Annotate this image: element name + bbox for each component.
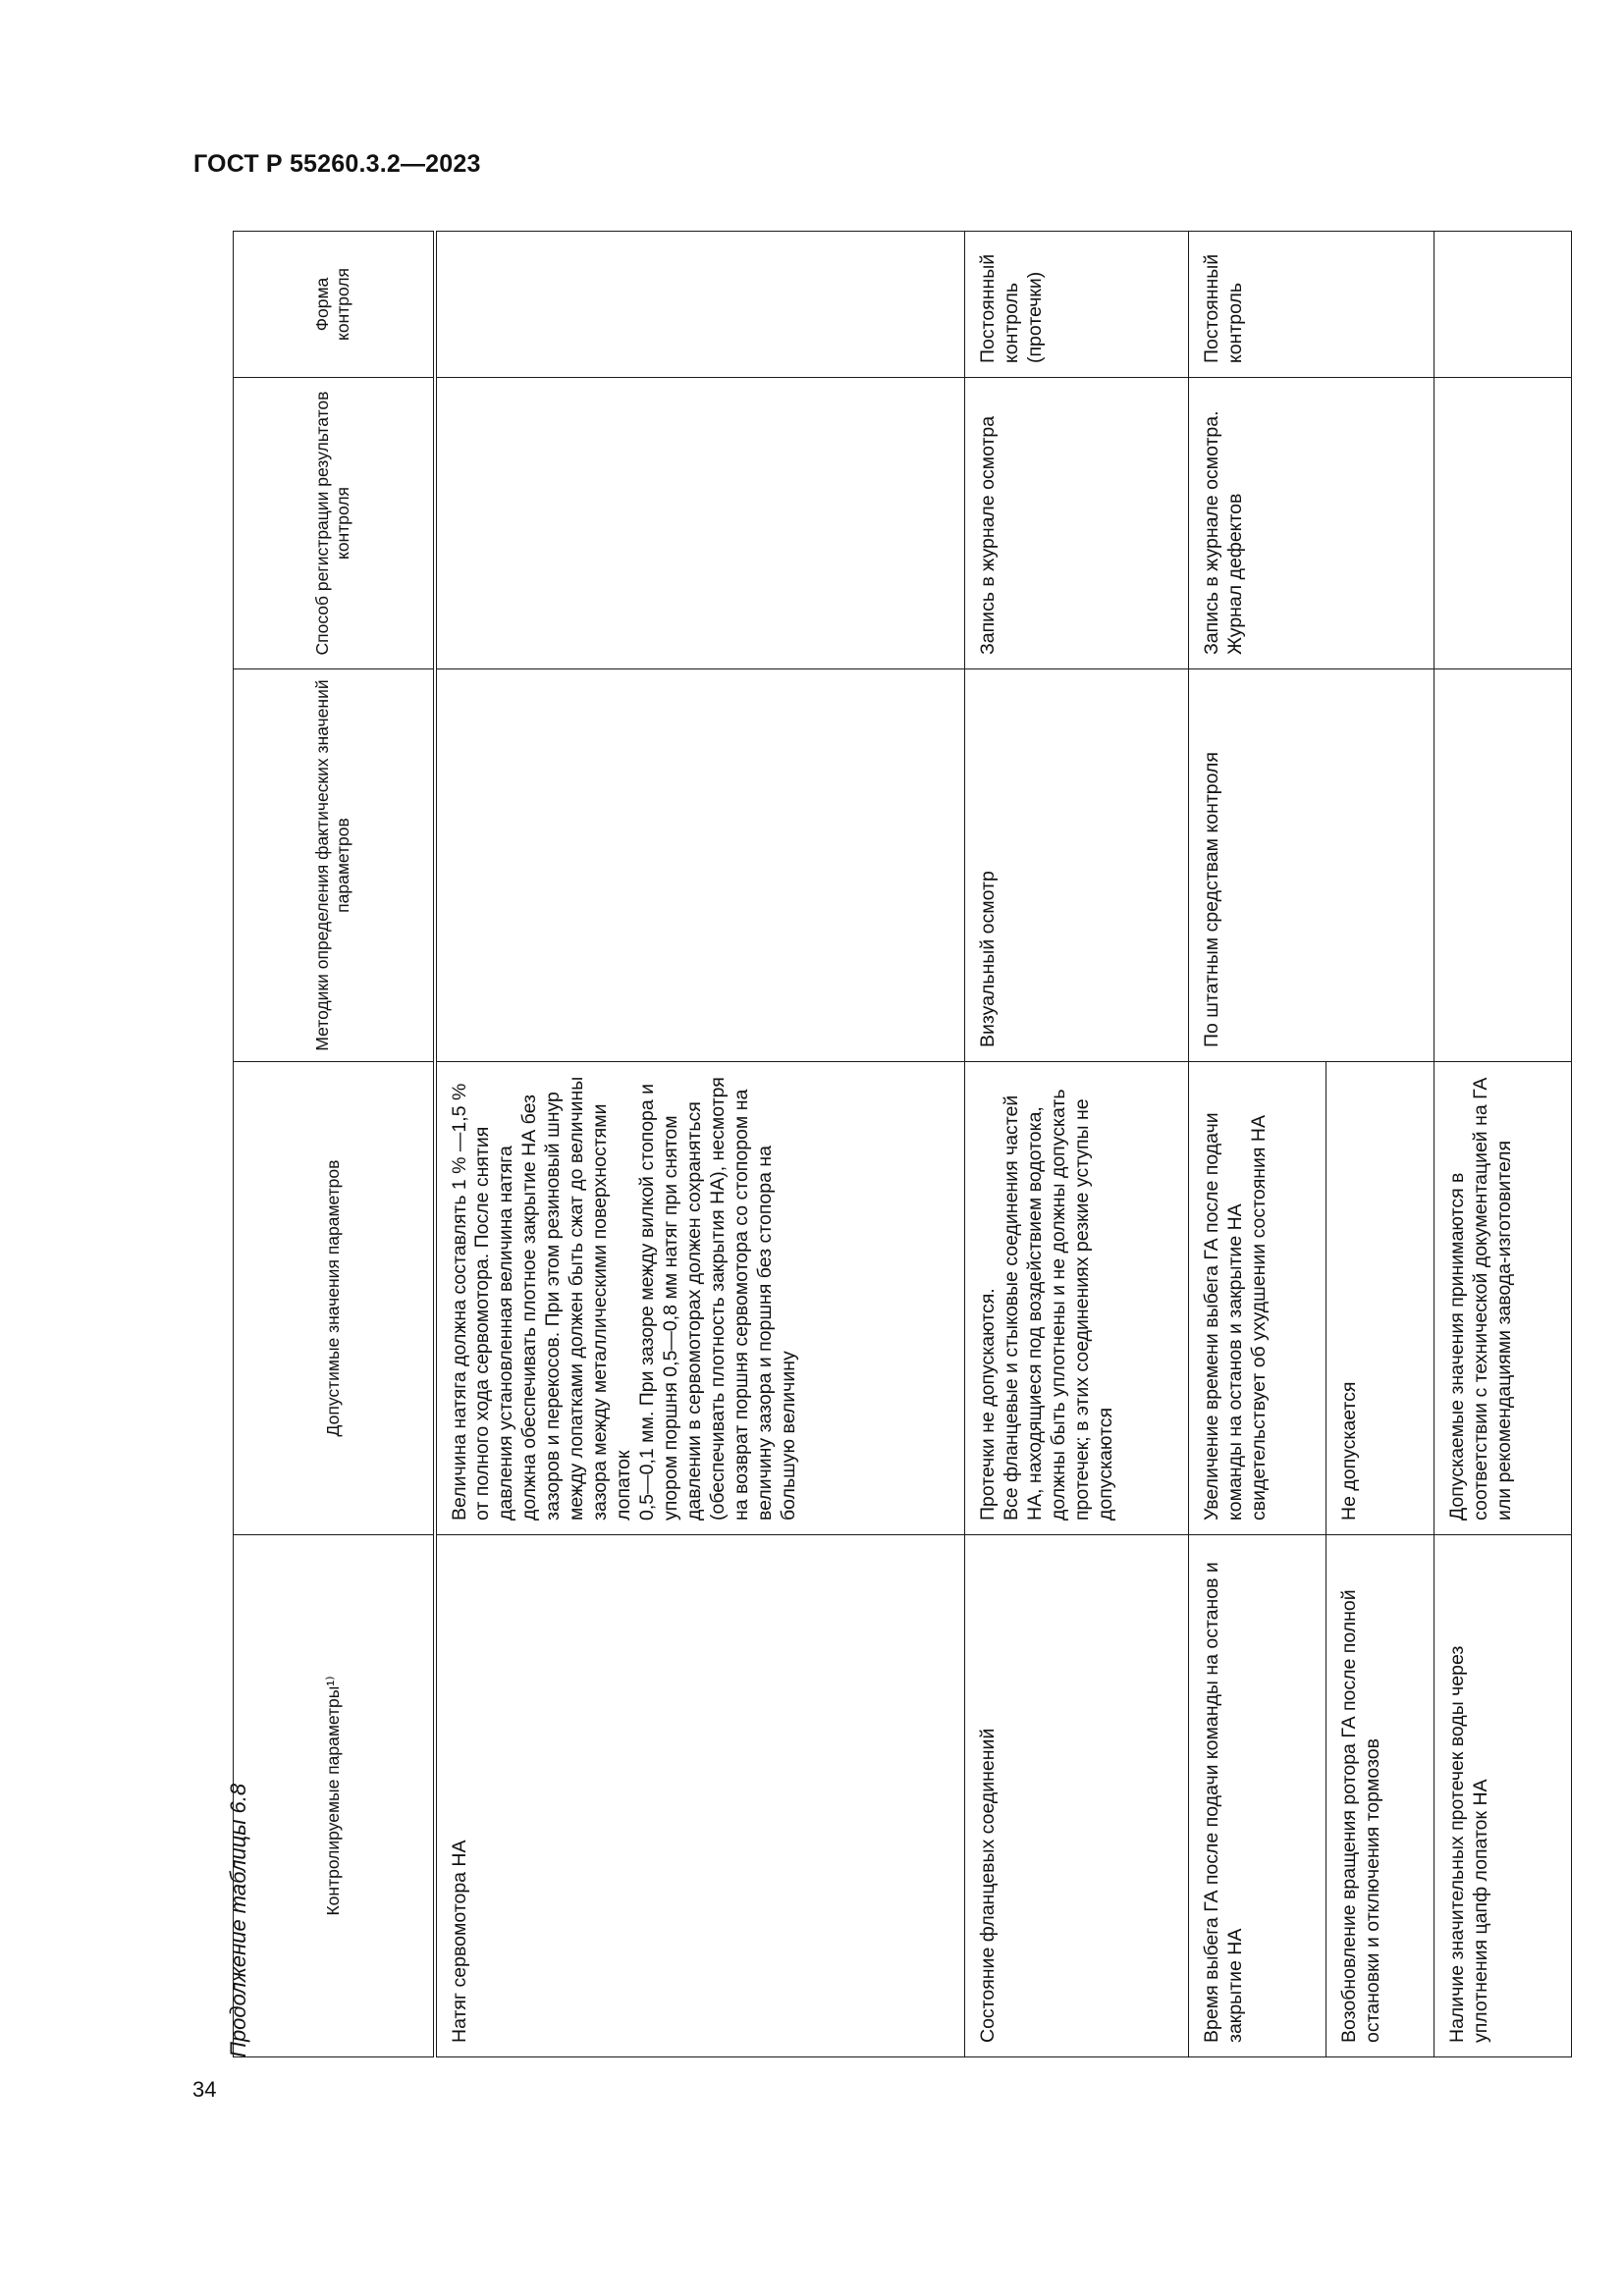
cell-allowed-values: Не допускается: [1326, 1062, 1435, 1535]
document-header: ГОСТ Р 55260.3.2—2023: [193, 150, 481, 178]
cell-control-form: Постоянный контроль (протечки): [965, 232, 1189, 378]
cell-parameter: Состояние фланцевых соединений: [965, 1535, 1189, 2057]
cell-method: По штатным средствам контроля: [1189, 669, 1435, 1062]
rotated-table-frame: [233, 232, 1515, 2057]
cell-registration: [1189, 378, 1435, 669]
table-continuation-label: Продолжение таблицы 6.8: [226, 1783, 250, 2057]
column-header-control-form: Форма контроля: [234, 232, 435, 378]
column-header-registration: Способ регистрации результатов контроля: [234, 378, 435, 669]
cell-allowed-values-part: Протечки не допускаются.: [977, 1288, 999, 1521]
page-number: 34: [192, 2077, 217, 2102]
cell-registration-part: Журнал дефектов: [1223, 493, 1246, 655]
table-row: [1189, 232, 1326, 2057]
cell-allowed-values-part: Величина натяга должна составлять 1 % —1,5 % от полного хода сервомотора. После снятия давления установленная величина натяга должна обеспечивать плотное закрытие НА без зазоров и перекосов. При этом резиновый шнур между лопатками должен быть сжат до величины зазора между металлическими поверхностями лопаток: [448, 1076, 635, 1521]
cell-method: [1435, 669, 1572, 1062]
cell-allowed-values: Допускаемые значения принимаются в соответствии с технической документацией на ГА или рекомендациями завода-изготовителя: [1435, 1062, 1572, 1535]
cell-method: Визуальный осмотр: [965, 669, 1189, 1062]
cell-parameter: Натяг сервомотора НА: [435, 1535, 965, 2057]
cell-allowed-values: [965, 1062, 1189, 1535]
cell-parameter: Возобновление вращения ротора ГА после полной остановки и отключения тормозов: [1326, 1535, 1435, 2057]
parameters-table: [233, 231, 1572, 2057]
table-row: [435, 232, 965, 2057]
cell-allowed-values: [435, 1062, 965, 1535]
cell-parameter: Время выбега ГА после подачи команды на останов и закрытие НА: [1189, 1535, 1326, 2057]
table-header-row: [234, 232, 435, 2057]
table-row: [1435, 232, 1572, 2057]
cell-parameter: Наличие значительных протечек воды через уплотнения цапф лопаток НА: [1435, 1535, 1572, 2057]
cell-control-form: [1435, 232, 1572, 378]
cell-registration-part: Запись в журнале осмотра.: [1201, 410, 1222, 655]
cell-registration: [1435, 378, 1572, 669]
cell-allowed-values-part: 0,5—0,1 мм. При зазоре между вилкой стопора и упором поршня 0,5—0,8 мм натяг при снятом давлении в сервомоторах должен сохраняться (обеспечивать плотность закрытия НА), несмотря на возврат поршня сервомотора со стопором на величину зазора и поршня без стопора на большую величину: [636, 1077, 800, 1521]
column-header-parameters: Контролируемые параметры¹⁾: [234, 1535, 435, 2057]
cell-allowed-values: Увеличение времени выбега ГА после подачи команды на останов и закрытие НА свидетельствует об ухудшении состояния НА: [1189, 1062, 1326, 1535]
table-row: [965, 232, 1189, 2057]
column-header-allowed-values: Допустимые значения параметров: [234, 1062, 435, 1535]
cell-registration: [435, 378, 965, 669]
cell-control-form: [435, 232, 965, 378]
column-header-methods: Методики определения фактических значений параметров: [234, 669, 435, 1062]
cell-allowed-values-part: Все фланцевые и стыковые соединения частей НА, находящиеся под воздействием водотока, должны быть уплотнены и не должны допускать протечек; в этих соединениях резкие уступы не допускаются: [1000, 1089, 1116, 1521]
cell-method: [435, 669, 965, 1062]
cell-registration: Запись в журнале осмотра: [965, 378, 1189, 669]
cell-control-form: Постоянный контроль: [1189, 232, 1435, 378]
